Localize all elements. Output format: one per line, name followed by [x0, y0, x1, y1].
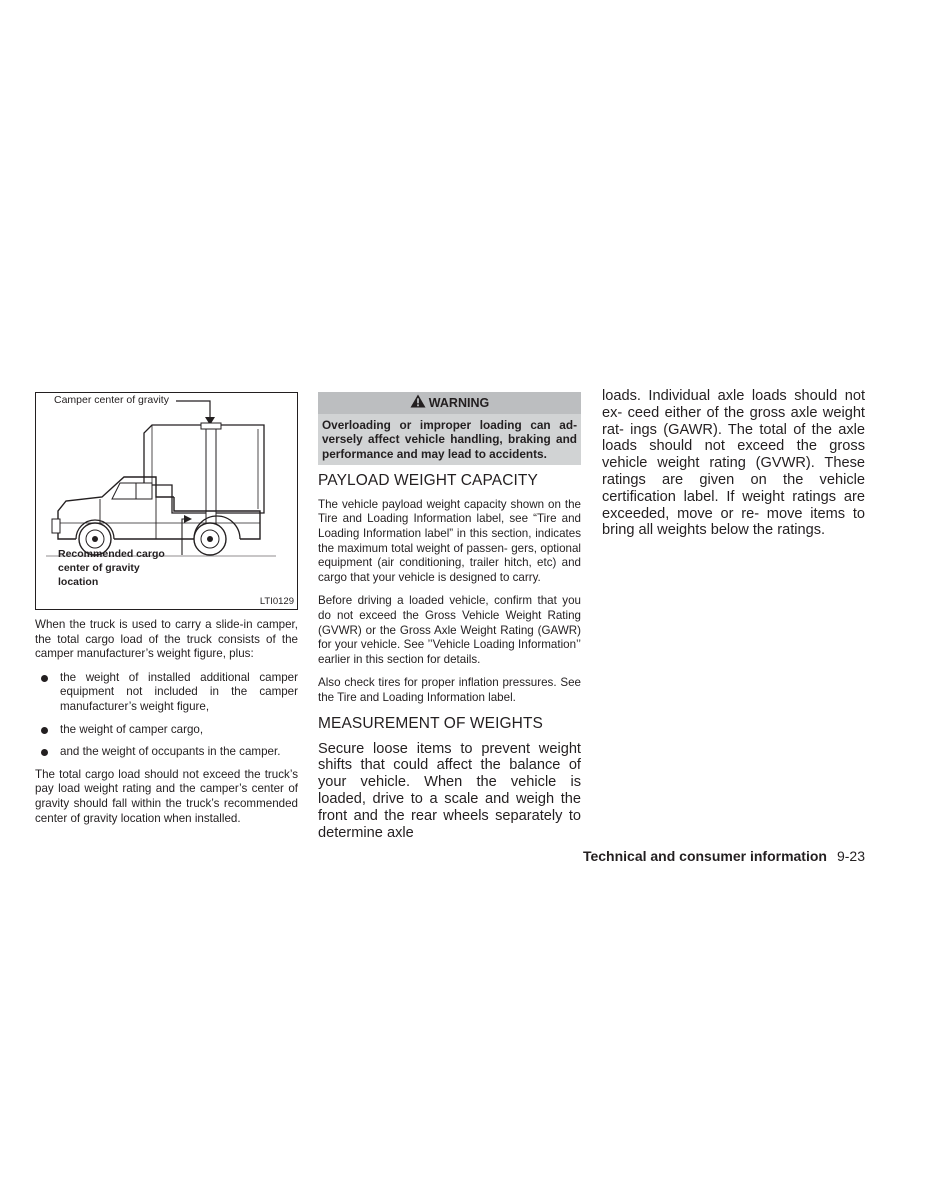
list-item: and the weight of occupants in the camper.	[35, 745, 298, 760]
payload-paragraph-2: Before driving a loaded vehicle, confirm that you do not exceed the Gross Vehicle Weight Rating (GVWR) or the Gross Axle Weight Rating (GAWR) for your vehicle. See ’’Vehicle Loading Information’’ earlier in this section for details.	[318, 594, 581, 666]
measurement-paragraph: Secure loose items to prevent weight shifts that could affect the balance of your vehicle. When the vehicle is loaded, drive to a scale and weigh the front and the rear wheels separately to determine axle	[318, 740, 581, 841]
warning-title: WARNING	[428, 396, 490, 410]
bullet-icon	[41, 675, 48, 682]
middle-column	[318, 392, 581, 841]
page-footer	[580, 848, 865, 864]
warning-header	[318, 392, 581, 414]
camper-intro-paragraph: When the truck is used to carry a slide-in camper, the total cargo load of the truck consists of the camper manufacturer’s weight figure, plus:	[35, 618, 298, 661]
list-item: the weight of camper cargo,	[35, 723, 298, 738]
bullet-icon	[41, 749, 48, 756]
camper-load-list	[35, 671, 298, 760]
measurement-heading: MEASUREMENT OF WEIGHTS	[318, 714, 543, 732]
warning-triangle-icon	[410, 393, 426, 415]
payload-paragraph-3: Also check tires for proper inflation pressures. See the Tire and Loading Information label.	[318, 676, 581, 705]
figure-label-camper-cg: Camper center of gravity	[54, 394, 169, 406]
bullet-icon	[41, 727, 48, 734]
left-column	[35, 392, 298, 835]
right-column	[602, 388, 865, 539]
figure-id: LTI0129	[259, 596, 294, 607]
cargo-load-paragraph: The total cargo load should not exceed the truck’s pay load weight rating and the camper’s center of gravity should fall within the truck’s recommended center of gravity location when installed.	[35, 767, 298, 825]
axle-loads-paragraph: loads. Individual axle loads should not ex- ceed either of the gross axle weight rat- ings (GAWR). The total of the axle loads should not exceed the gross vehicle weight rating (GVWR). These ratings are given on the vehicle certification label. If weight ratings are exceeded, move or re- move items to bring all weights below the ratings.	[602, 388, 865, 539]
camper-figure	[35, 392, 298, 610]
list-item: the weight of installed additional camper equipment not included in the camper manufacturer’s weight figure,	[35, 671, 298, 715]
payload-heading: PAYLOAD WEIGHT CAPACITY	[318, 471, 538, 489]
warning-box	[318, 392, 581, 465]
warning-text: Overloading or improper loading can ad- versely affect vehicle handling, braking and performance and may lead to accidents.	[318, 414, 581, 465]
section-title: Technical and consumer information	[582, 848, 827, 864]
figure-label-recommended-cg: Recommended cargo center of gravity location	[58, 548, 165, 588]
payload-paragraph-1: The vehicle payload weight capacity shown on the Tire and Loading Information label, see “Tire and Loading Information label” in this section, indicates the maximum total weight of passen- gers, optional equipment (air conditioning, trailer hitch, etc) and cargo that your vehicle is designed to carry.	[318, 497, 581, 584]
page-number: 9-23	[836, 848, 865, 864]
